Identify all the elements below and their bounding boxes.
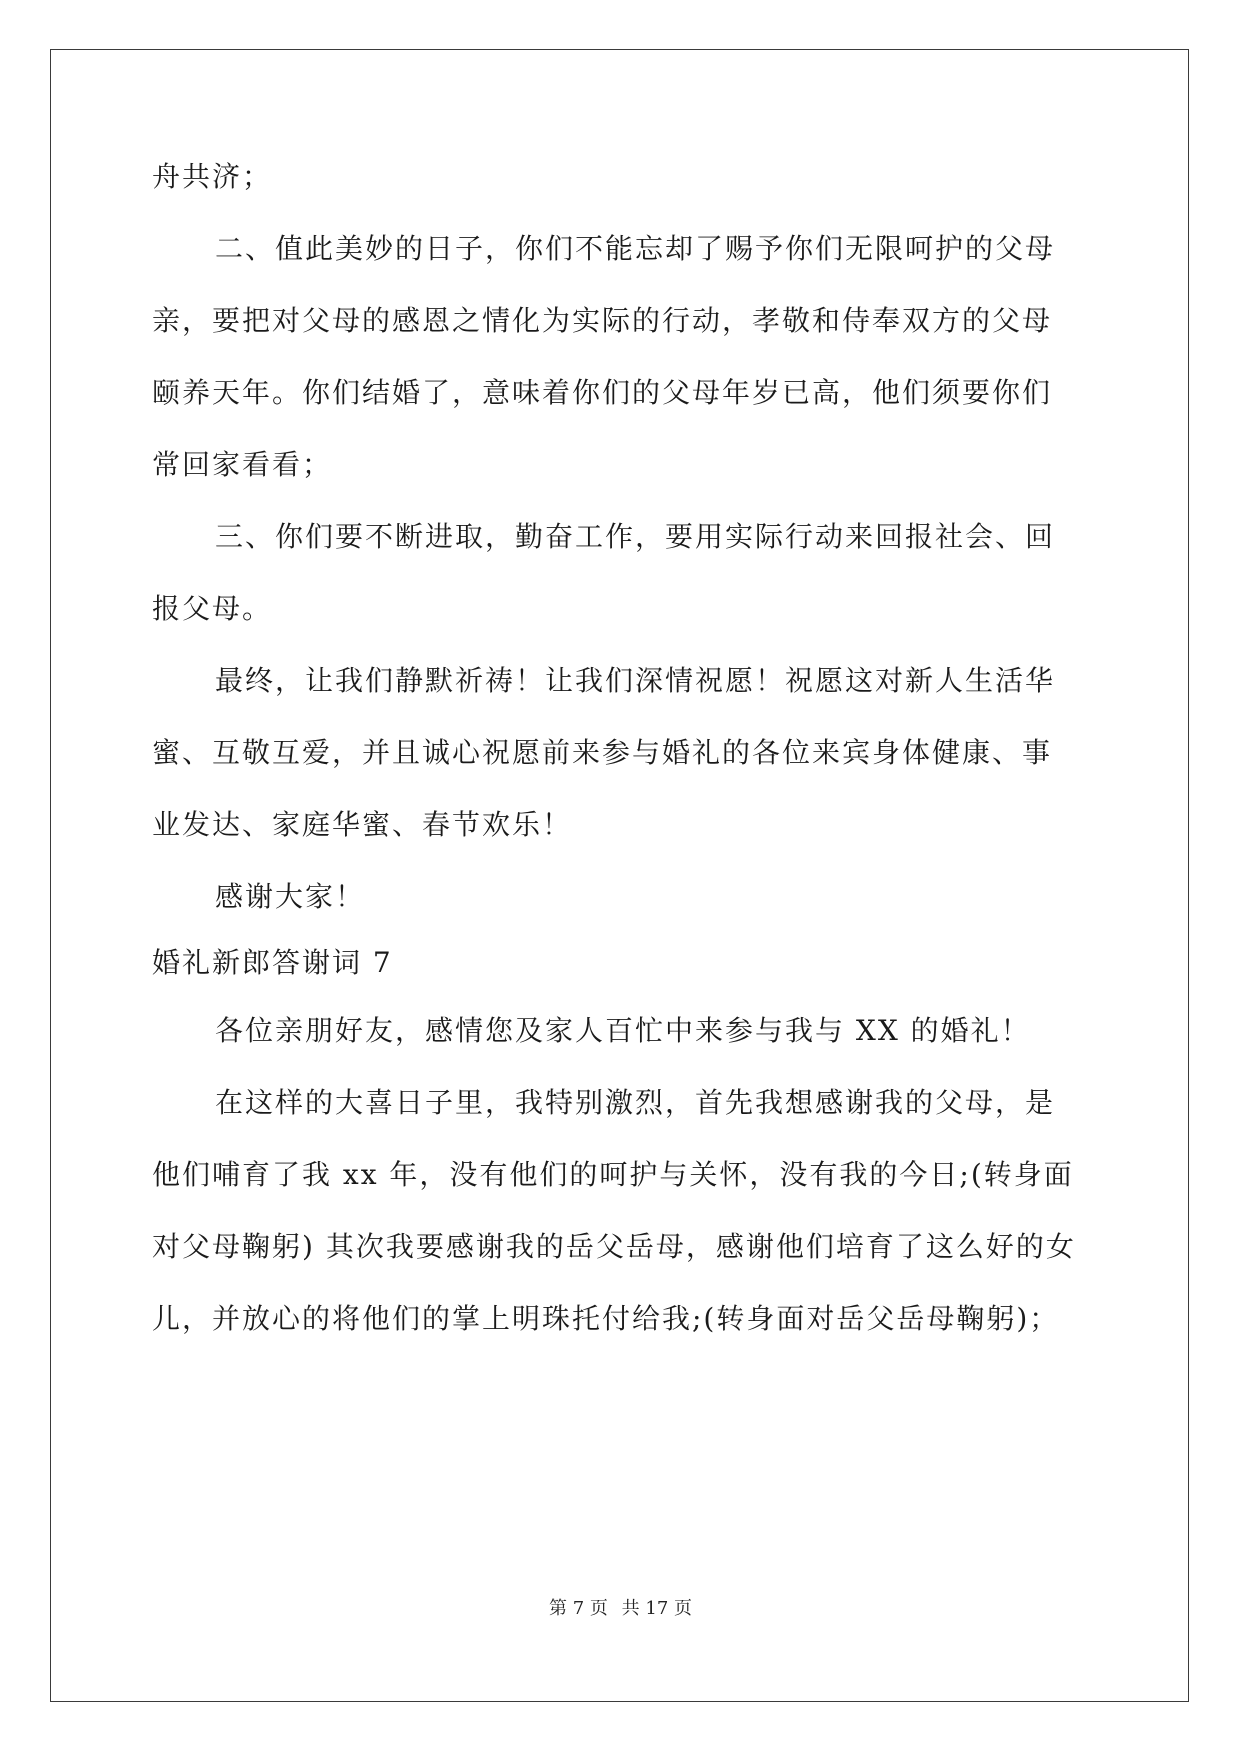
body-line: 感谢大家！ <box>215 880 366 913</box>
body-line: 业发达、家庭华蜜、春节欢乐！ <box>152 808 573 841</box>
body-line: 二、值此美妙的日子，你们不能忘却了赐予你们无限呵护的父母 <box>215 232 1056 265</box>
body-line: 常回家看看； <box>152 448 333 481</box>
page-number: 第 7 页 <box>549 1598 608 1619</box>
body-line: 最终，让我们静默祈祷！让我们深情祝愿！祝愿这对新人生活华 <box>215 664 1056 697</box>
section-heading: 婚礼新郎答谢词 7 <box>152 946 393 979</box>
body-line: 儿，并放心的将他们的掌上明珠托付给我;(转身面对岳父岳母鞠躬)； <box>152 1302 1060 1335</box>
page-footer <box>0 1597 1241 1621</box>
body-line: 报父母。 <box>152 592 273 625</box>
body-line: 对父母鞠躬) 其次我要感谢我的岳父岳母，感谢他们培育了这么好的女 <box>152 1230 1076 1263</box>
page-border <box>50 49 1189 1702</box>
body-line: 他们哺育了我 xx 年，没有他们的呵护与关怀，没有我的今日;(转身面 <box>152 1158 1074 1191</box>
body-line: 亲，要把对父母的感恩之情化为实际的行动，孝敬和侍奉双方的父母 <box>152 304 1053 337</box>
body-line: 舟共济； <box>152 160 273 193</box>
body-line: 蜜、互敬互爱，并且诚心祝愿前来参与婚礼的各位来宾身体健康、事 <box>152 736 1053 769</box>
body-line: 各位亲朋好友，感情您及家人百忙中来参与我与 XX 的婚礼！ <box>215 1014 1031 1047</box>
body-line: 颐养天年。你们结婚了，意味着你们的父母年岁已高，他们须要你们 <box>152 376 1053 409</box>
page-total: 共 17 页 <box>621 1598 692 1619</box>
body-line: 三、你们要不断进取，勤奋工作，要用实际行动来回报社会、回 <box>215 520 1056 553</box>
body-line: 在这样的大喜日子里，我特别激烈，首先我想感谢我的父母，是 <box>215 1086 1056 1119</box>
